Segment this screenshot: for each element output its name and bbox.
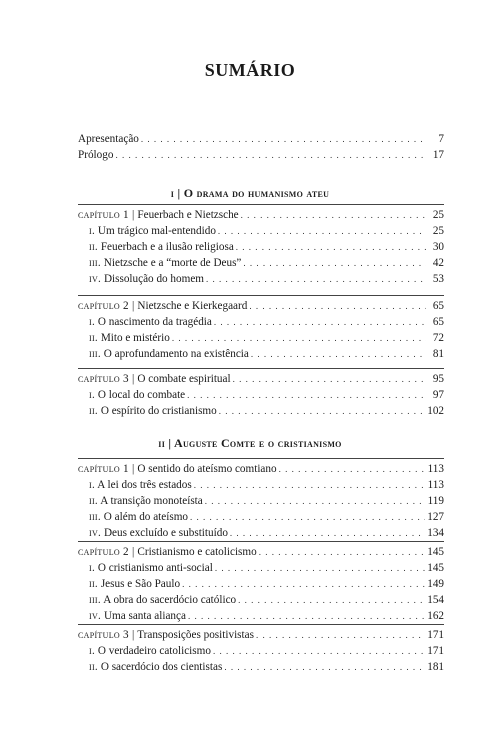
- chapter-divider: [78, 368, 444, 369]
- section-entry[interactable]: iii. Nietzsche e a “morte de Deus” . . . 42: [78, 255, 444, 271]
- entry-page: 17: [432, 149, 444, 161]
- chapter-title: Cristianismo e catolicismo: [137, 546, 257, 558]
- chapter-divider: [78, 204, 444, 205]
- part-heading-1: i | O drama do humanismo ateu: [170, 186, 330, 200]
- dot-leader: [172, 330, 426, 346]
- chapter-title: Nietzsche e Kierkegaard: [137, 300, 248, 312]
- chapter-block-2-3: [78, 627, 444, 675]
- section-entry[interactable]: ii. O espírito do cristianismo . . . 102: [78, 403, 444, 419]
- dot-leader: [205, 493, 426, 509]
- entry-page: 25: [432, 209, 444, 221]
- chapter-entry[interactable]: [78, 207, 444, 223]
- dot-leader: [236, 239, 426, 255]
- chapter-block-1-1: [78, 207, 444, 287]
- section-entry[interactable]: iii. A obra do sacerdócio católico . . . 154: [78, 592, 444, 608]
- chapter-label: capítulo 1 |: [78, 463, 135, 475]
- section-entry[interactable]: ii. Mito e mistério . . . 72: [78, 330, 444, 346]
- section-entry[interactable]: ii. O sacerdócio dos cientistas . . . 181: [78, 659, 444, 675]
- chapter-block-1-3: [78, 371, 444, 419]
- entry-page: 95: [432, 373, 444, 385]
- dot-leader: [182, 576, 425, 592]
- part-heading-2: ii | Auguste Comte e o cristianismo: [158, 436, 342, 450]
- section-entry[interactable]: ii. A transição monoteísta . . . 119: [78, 493, 444, 509]
- dot-leader: [238, 592, 425, 608]
- dot-leader: [279, 461, 426, 477]
- entry-title: Apresentação: [78, 133, 139, 145]
- section-entry[interactable]: iv. Uma santa aliança . . . 162: [78, 608, 444, 624]
- chapter-divider: [78, 458, 444, 459]
- section-entry[interactable]: ii. Jesus e São Paulo . . . 149: [78, 576, 444, 592]
- entry-page: 171: [427, 629, 444, 641]
- dot-leader: [241, 207, 426, 223]
- chapter-block-2-2: [78, 544, 444, 624]
- chapter-title: Feuerbach e Nietzsche: [137, 209, 239, 221]
- section-entry[interactable]: i. O cristianismo anti-social . . . 145: [78, 560, 444, 576]
- dot-leader: [190, 509, 425, 525]
- dot-leader: [187, 387, 426, 403]
- dot-leader: [213, 643, 425, 659]
- chapter-title: O sentido do ateísmo comtiano: [137, 463, 277, 475]
- chapter-block-1-2: [78, 298, 444, 362]
- dot-leader: [249, 298, 426, 314]
- chapter-label: capítulo 3 |: [78, 629, 135, 641]
- entry-page: 145: [427, 546, 444, 558]
- chapter-divider: [78, 541, 444, 542]
- dot-leader: [206, 271, 426, 287]
- section-entry[interactable]: iii. O aprofundamento na existência . . . 81: [78, 346, 444, 362]
- chapter-block-2-1: [78, 461, 444, 541]
- section-entry[interactable]: i. O local do combate . . . 97: [78, 387, 444, 403]
- chapter-entry[interactable]: [78, 461, 444, 477]
- entry-title: Prólogo: [78, 149, 114, 161]
- dot-leader: [259, 544, 426, 560]
- dot-leader: [215, 560, 425, 576]
- section-entry[interactable]: iv. Dissolução do homem . . . 53: [78, 271, 444, 287]
- dot-leader: [194, 477, 426, 493]
- section-entry[interactable]: i. O verdadeiro catolicismo . . . 171: [78, 643, 444, 659]
- chapter-title: Transposições positivistas: [137, 629, 254, 641]
- section-entry[interactable]: i. O nascimento da tragédia . . . 65: [78, 314, 444, 330]
- chapter-label: capítulo 2 |: [78, 300, 135, 312]
- dot-leader: [230, 525, 425, 541]
- dot-leader: [219, 403, 425, 419]
- page-title: SUMÁRIO: [204, 60, 296, 80]
- chapter-title: O combate espiritual: [137, 373, 231, 385]
- section-entry[interactable]: iv. Deus excluído e substituído . . . 134: [78, 525, 444, 541]
- dot-leader: [214, 314, 426, 330]
- section-entry[interactable]: ii. Feuerbach e a ilusão religiosa . . . 30: [78, 239, 444, 255]
- toc-entry-prologo[interactable]: [78, 147, 444, 163]
- dot-leader: [115, 147, 426, 163]
- chapter-label: capítulo 1 |: [78, 209, 135, 221]
- chapter-divider: [78, 295, 444, 296]
- chapter-entry[interactable]: [78, 544, 444, 560]
- chapter-divider: [78, 624, 444, 625]
- chapter-entry[interactable]: [78, 371, 444, 387]
- dot-leader: [243, 255, 426, 271]
- front-matter: [78, 131, 444, 163]
- entry-page: 7: [438, 133, 444, 145]
- entry-page: 65: [432, 300, 444, 312]
- section-entry[interactable]: i. Um trágico mal-entendido . . . 25: [78, 223, 444, 239]
- dot-leader: [233, 371, 426, 387]
- entry-page: 113: [427, 463, 444, 475]
- chapter-entry[interactable]: [78, 627, 444, 643]
- toc-entry-apresentacao[interactable]: [78, 131, 444, 147]
- chapter-entry[interactable]: [78, 298, 444, 314]
- dot-leader: [256, 627, 425, 643]
- dot-leader: [218, 223, 426, 239]
- section-entry[interactable]: iii. O além do ateísmo . . . 127: [78, 509, 444, 525]
- chapter-label: capítulo 2 |: [78, 546, 135, 558]
- dot-leader: [141, 131, 426, 147]
- dot-leader: [251, 346, 426, 362]
- section-entry[interactable]: i. A lei dos três estados . . . 113: [78, 477, 444, 493]
- dot-leader: [188, 608, 425, 624]
- dot-leader: [224, 659, 425, 675]
- chapter-label: capítulo 3 |: [78, 373, 135, 385]
